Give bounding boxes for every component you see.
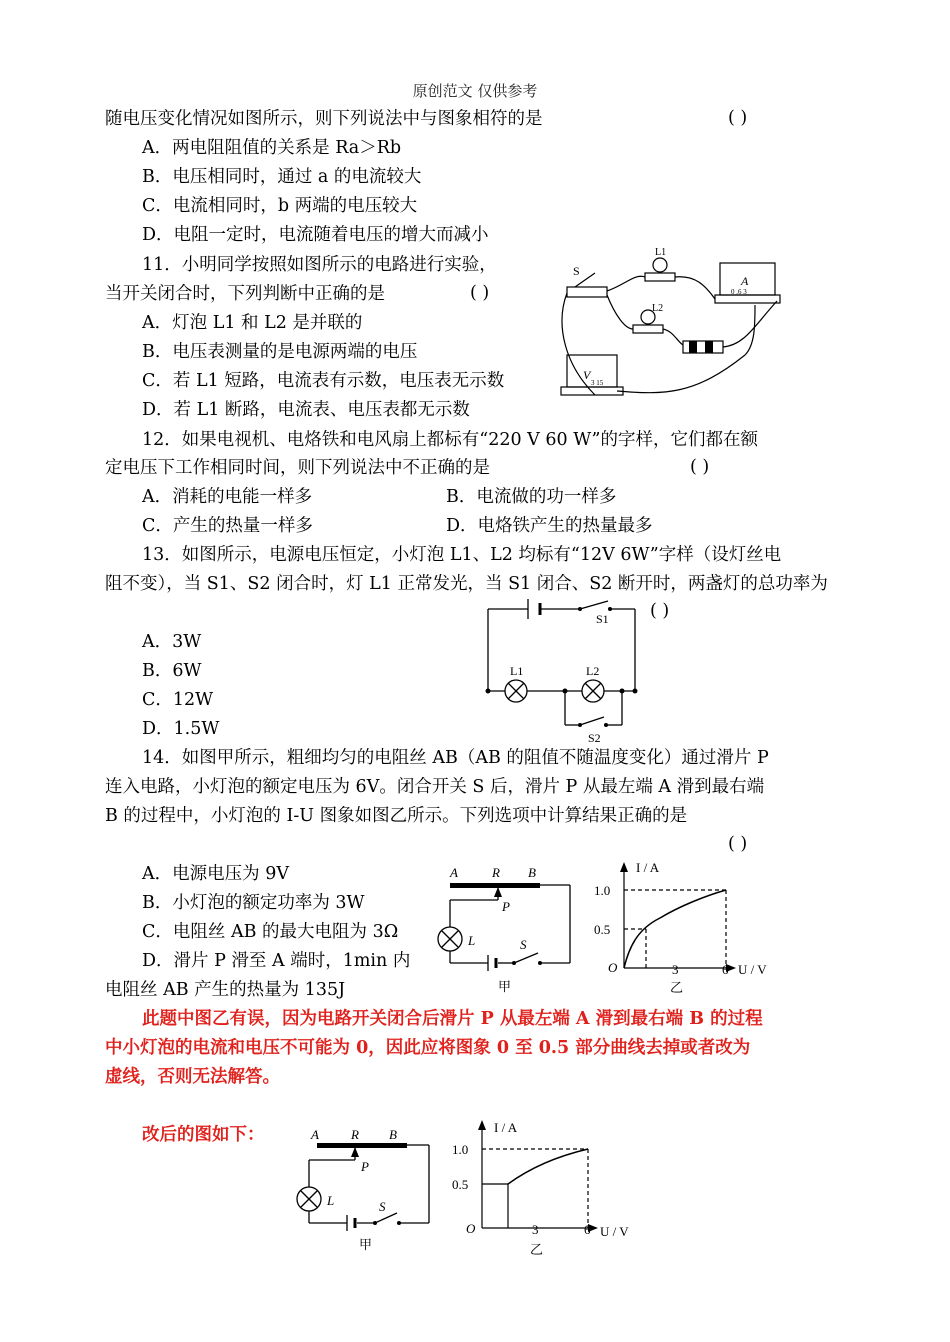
q12-option-c: C．产生的热量一样多 [142, 516, 313, 536]
q14-fig2-origin: O [608, 960, 618, 975]
q10-option-d: D．电阻一定时，电流随着电压的增大而减小 [142, 225, 489, 245]
q14-option-c: C．电阻丝 AB 的最大电阻为 3Ω [142, 922, 399, 942]
q12-option-a: A．消耗的电能一样多 [142, 487, 313, 507]
q14-fig4-y-tick-1: 1.0 [452, 1142, 469, 1157]
q11-fig-voltmeter-scale: 3 15 [591, 379, 604, 387]
q14-fig2-y-axis-label: I / A [636, 860, 660, 875]
q14-fig4-x-axis-label: U / V [600, 1224, 629, 1239]
q11-answer-paren: ( ) [470, 283, 490, 303]
q12-option-b: B．电流做的功一样多 [446, 487, 617, 507]
note-line2: 中小灯泡的电流和电压不可能为 0，因此应将图象 0 至 0.5 部分曲线去掉或者改为 [105, 1038, 751, 1058]
q14-fig3-r-label: R [351, 1127, 359, 1142]
q11-fig-l2-label: L2 [652, 303, 664, 314]
q14-fig3-s-label: S [379, 1199, 386, 1214]
q14-graph-yi-revised [440, 1118, 645, 1263]
q14-circuit-jia-original [430, 865, 580, 995]
q14-fig4-x-tick-6: 6 [584, 1222, 591, 1237]
q14-line3: B 的过程中，小灯泡的 I-U 图象如图乙所示。下列选项中计算结果正确的是 [105, 806, 688, 826]
q11-option-a: A．灯泡 L1 和 L2 是并联的 [142, 313, 363, 333]
q11-line1: 11．小明同学按照如图所示的电路进行实验， [142, 255, 497, 275]
q11-option-b: B．电压表测量的是电源两端的电压 [142, 342, 418, 362]
q10-option-c: C．电流相同时，b 两端的电压较大 [142, 196, 418, 216]
q14-fig1-l-label: L [468, 933, 476, 948]
q14-fig1-b-label: B [528, 865, 536, 880]
q13-answer-paren: ( ) [650, 601, 670, 621]
q14-graph-yi-original [580, 858, 780, 998]
q11-fig-l1-label: L1 [655, 247, 667, 258]
q14-fig2-caption: 乙 [670, 980, 684, 995]
q10-answer-paren: ( ) [728, 108, 748, 128]
q14-fig3-l-label: L [327, 1193, 335, 1208]
q14-fig3-a-label: A [311, 1127, 319, 1142]
q13-fig-l1-label: L1 [510, 664, 524, 678]
q10-option-b: B．电压相同时，通过 a 的电流较大 [142, 167, 422, 187]
q13-option-c: C．12W [142, 690, 214, 710]
q14-fig2-x-axis-label: U / V [738, 962, 767, 977]
q11-fig-s-label: S [573, 264, 580, 278]
q14-fig3-b-label: B [389, 1127, 397, 1142]
q11-fig-ammeter-scale: 0 .6 3 [731, 288, 747, 296]
q14-fig1-r-label: R [492, 865, 500, 880]
q14-fig1-s-label: S [520, 937, 527, 952]
q14-fig4-x-tick-3: 3 [532, 1222, 539, 1237]
q14-fig1-p-label: P [502, 899, 510, 914]
q14-fig2-y-tick-1: 1.0 [594, 883, 611, 898]
q14-fig4-y-tick-05: 0.5 [452, 1177, 469, 1192]
q14-fig2-x-tick-6: 6 [722, 962, 729, 977]
q14-line2: 连入电路，小灯泡的额定电压为 6V。闭合开关 S 后，滑片 P 从最左端 A 滑到最右端 [105, 777, 765, 797]
q14-fig3-p-label: P [361, 1159, 369, 1174]
q13-option-a: A．3W [142, 632, 202, 652]
q13-circuit-figure [480, 595, 650, 745]
q11-line2: 当开关闭合时，下列判断中正确的是 [105, 284, 385, 304]
q14-option-d: D．滑片 P 滑至 A 端时，1min 内 [142, 951, 411, 971]
q14-fig3-caption: 甲 [359, 1237, 373, 1252]
q11-option-c: C．若 L1 短路，电流表有示数，电压表无示数 [142, 371, 505, 391]
q13-fig-l2-label: L2 [586, 664, 600, 678]
page-header: 原创范文 仅供参考 [412, 82, 538, 100]
q12-line2: 定电压下工作相同时间，则下列说法中不正确的是 [105, 458, 490, 478]
q14-option-d-cont: 电阻丝 AB 产生的热量为 135J [105, 980, 346, 1000]
q12-answer-paren: ( ) [690, 457, 710, 477]
q12-line1: 12．如果电视机、电烙铁和电风扇上都标有“220 V 60 W”的字样，它们都在额 [142, 430, 758, 450]
q13-option-b: B．6W [142, 661, 202, 681]
q14-fig2-x-tick-3: 3 [672, 962, 679, 977]
q13-option-d: D．1.5W [142, 719, 220, 739]
q14-answer-paren: ( ) [728, 834, 748, 854]
q13-fig-s2-label: S2 [588, 731, 601, 745]
note-line3: 虚线，否则无法解答。 [105, 1067, 280, 1087]
q11-fig-ammeter-label: A [741, 274, 749, 288]
q14-line1: 14．如图甲所示，粗细均匀的电阻丝 AB（AB 的阻值不随温度变化）通过滑片 P [142, 748, 769, 768]
q13-line1: 13．如图所示，电源电压恒定，小灯泡 L1、L2 均标有“12V 6W”字样（设灯丝电 [142, 545, 782, 565]
q14-fig4-origin: O [466, 1221, 476, 1236]
q13-fig-s1-label: S1 [596, 612, 609, 626]
q13-line2: 阻不变），当 S1、S2 闭合时，灯 L1 正常发光，当 S1 闭合、S2 断开时，两盏灯的总功率为 [105, 574, 828, 594]
q14-fig4-y-axis-label: I / A [494, 1120, 518, 1135]
q14-option-b: B．小灯泡的额定功率为 3W [142, 893, 365, 913]
q14-fig4-caption: 乙 [530, 1242, 544, 1257]
q10-option-a: A．两电阻阻值的关系是 Ra＞Rb [142, 138, 402, 158]
note-revised-label: 改后的图如下： [142, 1125, 265, 1145]
q12-option-d: D．电烙铁产生的热量最多 [446, 516, 653, 536]
q11-circuit-figure [555, 245, 785, 415]
q11-fig-voltmeter-label: V [583, 368, 591, 382]
q14-option-a: A．电源电压为 9V [142, 864, 289, 884]
q14-circuit-jia-revised [297, 1125, 447, 1255]
q14-fig2-y-tick-05: 0.5 [594, 922, 611, 937]
q14-fig1-a-label: A [450, 865, 458, 880]
q11-option-d: D．若 L1 断路，电流表、电压表都无示数 [142, 400, 470, 420]
q10-stem: 随电压变化情况如图所示，则下列说法中与图象相符的是 [105, 109, 543, 129]
q14-fig1-caption: 甲 [498, 979, 512, 994]
note-line1: 此题中图乙有误，因为电路开关闭合后滑片 P 从最左端 A 滑到最右端 B 的过程 [142, 1009, 763, 1029]
